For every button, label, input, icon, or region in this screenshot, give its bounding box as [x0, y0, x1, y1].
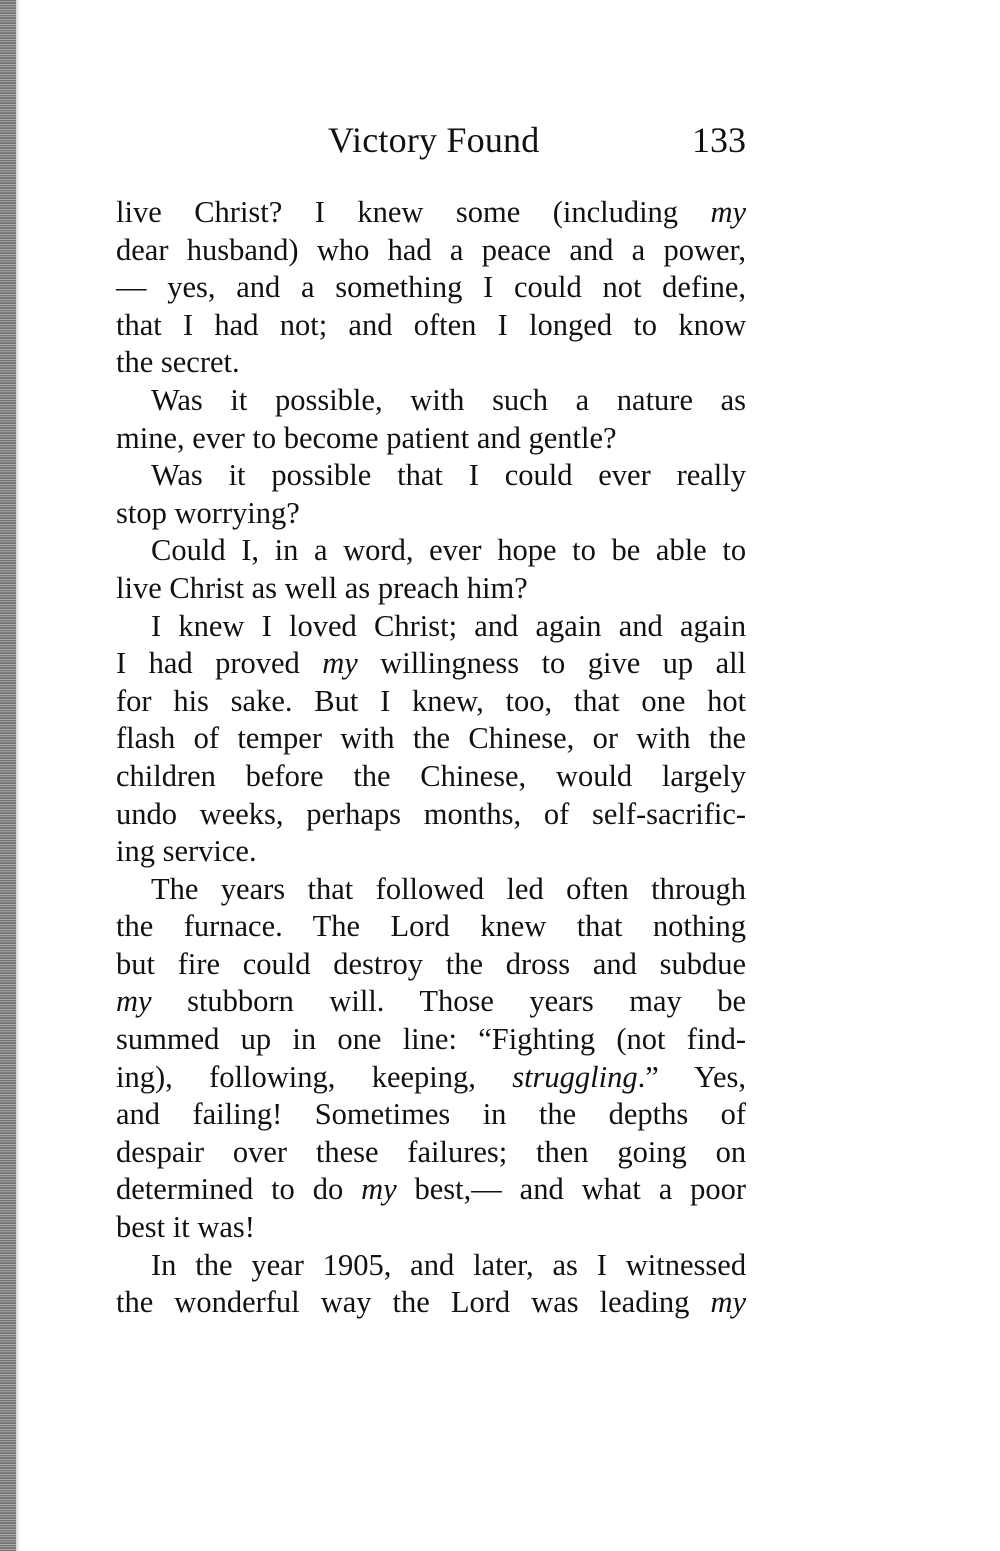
- text-line: flash of temper with the Chinese, or with the: [116, 721, 747, 756]
- text-line: mine, ever to become patient and gentle?: [116, 420, 617, 455]
- text-line: summed up in one line: “Fighting (not find-: [116, 1022, 747, 1057]
- text-line: determined to do my best,— and what a poor: [116, 1172, 747, 1207]
- text-line: Was it possible, with such a nature as: [151, 382, 747, 417]
- text-line: for his sake. But I knew, too, that one hot: [116, 683, 747, 718]
- text-line: the secret.: [116, 345, 240, 380]
- text-line: — yes, and a something I could not define,: [116, 270, 746, 305]
- text-line: but fire could destroy the dross and subdue: [116, 946, 747, 981]
- text-line: and failing! Sometimes in the depths of: [116, 1097, 747, 1132]
- text-line: ing), following, keeping, struggling.” Yes,: [116, 1059, 747, 1094]
- text-line: ing service.: [116, 834, 257, 869]
- text-line: that I had not; and often I longed to know: [116, 307, 747, 342]
- body-text: [116, 194, 746, 1322]
- text-line: the wonderful way the Lord was leading my: [116, 1285, 747, 1320]
- text-line: I had proved my willingness to give up all: [116, 646, 747, 681]
- text-line: I knew I loved Christ; and again and again: [151, 608, 747, 643]
- text-line: live Christ? I knew some (including my: [116, 195, 747, 229]
- text-line: dear husband) who had a peace and a power,: [116, 232, 747, 267]
- text-line: stop worrying?: [116, 495, 300, 530]
- text-line: despair over these failures; then going on: [116, 1134, 747, 1169]
- text-line: children before the Chinese, would largely: [116, 758, 747, 793]
- text-line: my stubborn will. Those years may be: [116, 984, 747, 1019]
- book-binding-edge: [0, 0, 16, 1551]
- text-line: Could I, in a word, ever hope to be able to: [151, 533, 747, 568]
- running-title: Victory Found: [328, 120, 540, 160]
- running-head: [116, 112, 746, 168]
- text-line: undo weeks, perhaps months, of self-sacrific-: [116, 796, 747, 831]
- text-line: the furnace. The Lord knew that nothing: [116, 909, 747, 944]
- text-line: best it was!: [116, 1210, 255, 1245]
- text-line: In the year 1905, and later, as I witnessed: [151, 1247, 747, 1282]
- text-line: live Christ as well as preach him?: [116, 570, 528, 605]
- page-number: 133: [692, 120, 746, 160]
- text-line: Was it possible that I could ever really: [151, 458, 746, 493]
- text-line: The years that followed led often through: [151, 871, 747, 906]
